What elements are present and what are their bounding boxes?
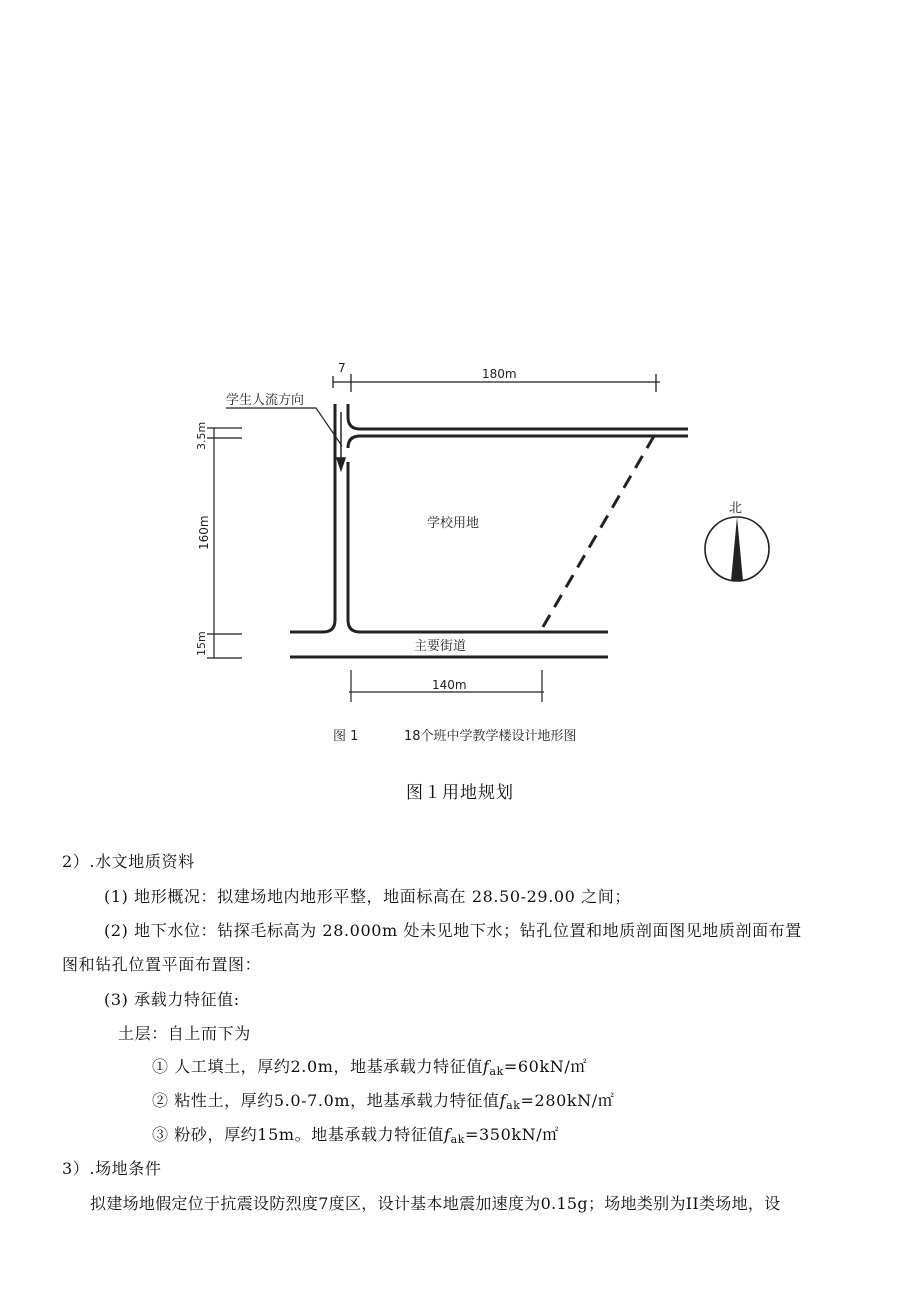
soil-layer-2-text: ② 粘性土，厚约5.0-7.0m，地基承载力特征值 [152, 1091, 500, 1110]
soil-layer-2-value: =280kN/㎡ [520, 1091, 615, 1110]
soil-layer-1-text: ① 人工填土，厚约2.0m，地基承载力特征值 [152, 1057, 483, 1076]
dim-left-mid: 160m [197, 515, 211, 550]
item-groundwater-cont: 图和钻孔位置平面布置图： [62, 955, 262, 974]
section3-heading: 3）.场地条件 [62, 1159, 162, 1178]
soil-layer-1 [152, 1054, 587, 1078]
soil-layer-1-value: =60kN/㎡ [503, 1057, 587, 1076]
soil-layer-3-text: ③ 粉砂，厚约15m。地基承载力特征值 [152, 1125, 445, 1144]
f-symbol: f [444, 1125, 451, 1144]
item-groundwater: (2) 地下水位：钻探毛标高为 28.000m 处未见地下水；钻孔位置和地质剖面图见地质剖面布置 [104, 921, 802, 940]
figure-title: 18个班中学教学楼设计地形图 [404, 729, 577, 744]
section3-body: 拟建场地假定位于抗震设防烈度7度区，设计基本地震加速度为0.15g；场地类别为II类场地，设 [90, 1194, 781, 1213]
figure-caption: 图１用地规划 [406, 783, 514, 803]
soil-layer-2 [152, 1088, 614, 1112]
f-symbol: f [482, 1057, 490, 1076]
soil-layer-3-value: =350kN/㎡ [465, 1125, 559, 1144]
soil-intro: 土层：自上而下为 [118, 1024, 251, 1043]
dim-top-left: 7 [338, 361, 346, 375]
f-subscript: ak [450, 1133, 465, 1146]
north-compass [705, 517, 769, 581]
site-dashed-boundary [540, 436, 654, 632]
street-label: 主要街道 [414, 639, 467, 654]
f-subscript: ak [489, 1065, 504, 1078]
dim-left-top: 3.5m [195, 421, 208, 450]
flow-leader-line [226, 408, 342, 446]
north-label: 北 [729, 501, 743, 516]
figure-number: 图 1 [333, 729, 359, 744]
flow-direction-label: 学生人流方向 [226, 393, 305, 408]
dim-bottom: 140m [432, 678, 467, 692]
item-terrain: (1) 地形概况：拟建场地内地形平整，地面标高在 28.50-29.00 之间； [104, 887, 631, 906]
item-bearing-capacity: (3) 承载力特征值: [104, 990, 240, 1009]
site-label: 学校用地 [427, 516, 480, 531]
f-subscript: ak [506, 1099, 521, 1112]
section2-heading: 2）.水文地质资料 [62, 852, 195, 871]
north-road [348, 436, 688, 448]
f-symbol: f [499, 1091, 507, 1110]
soil-layer-3 [152, 1122, 559, 1146]
left-dimension [207, 428, 242, 658]
dim-left-bottom: 15m [195, 631, 208, 656]
dim-top-right: 180m [482, 367, 517, 381]
